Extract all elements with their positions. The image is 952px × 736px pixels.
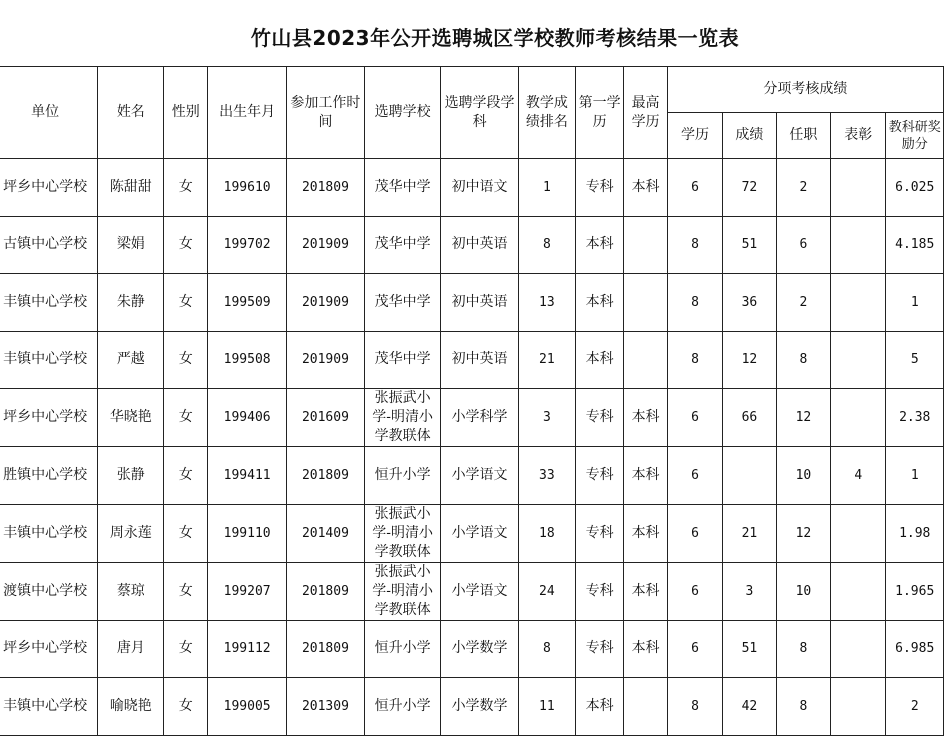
subheader-award: 表彰 [831, 113, 886, 159]
cell-score-edu: 6 [667, 562, 722, 620]
cell-school: 张振武小学-明清小学教联体 [364, 389, 441, 447]
cell-first-edu: 本科 [576, 678, 624, 736]
cell-score-research: 6.025 [886, 159, 944, 217]
cell-score-award [831, 216, 886, 274]
cell-work-start: 201809 [287, 620, 365, 678]
table-row [0, 274, 944, 332]
cell-highest-edu: 本科 [624, 562, 668, 620]
cell-score-award [831, 274, 886, 332]
cell-highest-edu: 本科 [624, 620, 668, 678]
cell-name: 唐月 [98, 620, 164, 678]
cell-highest-edu: 本科 [624, 159, 668, 217]
cell-subject: 初中英语 [441, 331, 518, 389]
cell-gender: 女 [164, 389, 208, 447]
cell-unit: 坪乡中心学校 [0, 159, 98, 217]
cell-score-research: 1 [886, 447, 944, 505]
header-school: 选聘学校 [364, 67, 441, 159]
cell-score-result: 12 [723, 331, 777, 389]
cell-score-award: 4 [831, 447, 886, 505]
cell-score-post: 8 [776, 620, 830, 678]
cell-subject: 小学语文 [441, 447, 518, 505]
cell-unit: 胜镇中心学校 [0, 447, 98, 505]
cell-work-start: 201909 [287, 331, 365, 389]
cell-unit: 坪乡中心学校 [0, 389, 98, 447]
cell-gender: 女 [164, 159, 208, 217]
cell-first-edu: 专科 [576, 389, 624, 447]
cell-subject: 小学语文 [441, 504, 518, 562]
cell-score-edu: 6 [667, 504, 722, 562]
cell-name: 喻晓艳 [98, 678, 164, 736]
cell-rank: 21 [518, 331, 575, 389]
cell-unit: 丰镇中心学校 [0, 274, 98, 332]
cell-score-post: 10 [776, 447, 830, 505]
cell-unit: 丰镇中心学校 [0, 331, 98, 389]
cell-score-research: 4.185 [886, 216, 944, 274]
cell-score-research: 6.985 [886, 620, 944, 678]
cell-subject: 小学数学 [441, 620, 518, 678]
table-row [0, 504, 944, 562]
table-row [0, 331, 944, 389]
cell-school: 恒升小学 [364, 678, 441, 736]
cell-score-research: 2 [886, 678, 944, 736]
cell-score-post: 12 [776, 389, 830, 447]
cell-rank: 1 [518, 159, 575, 217]
cell-highest-edu: 本科 [624, 447, 668, 505]
cell-school: 茂华中学 [364, 216, 441, 274]
cell-name: 严越 [98, 331, 164, 389]
cell-birth: 199610 [208, 159, 287, 217]
cell-work-start: 201809 [287, 447, 365, 505]
cell-score-award [831, 620, 886, 678]
cell-score-award [831, 504, 886, 562]
cell-name: 张静 [98, 447, 164, 505]
cell-score-edu: 6 [667, 159, 722, 217]
header-row [0, 67, 944, 113]
header-work-start: 参加工作时间 [287, 67, 365, 159]
cell-score-post: 2 [776, 159, 830, 217]
cell-unit: 丰镇中心学校 [0, 678, 98, 736]
cell-score-edu: 8 [667, 216, 722, 274]
cell-score-result: 21 [723, 504, 777, 562]
cell-score-edu: 8 [667, 274, 722, 332]
table-row [0, 447, 944, 505]
cell-score-edu: 6 [667, 620, 722, 678]
header-gender: 性别 [164, 67, 208, 159]
cell-rank: 8 [518, 216, 575, 274]
results-table [0, 66, 944, 736]
cell-birth: 199005 [208, 678, 287, 736]
cell-first-edu: 专科 [576, 562, 624, 620]
cell-score-research: 5 [886, 331, 944, 389]
cell-work-start: 201909 [287, 216, 365, 274]
cell-score-award [831, 389, 886, 447]
cell-rank: 33 [518, 447, 575, 505]
cell-subject: 小学数学 [441, 678, 518, 736]
cell-score-result: 42 [723, 678, 777, 736]
cell-first-edu: 专科 [576, 504, 624, 562]
header-highest-edu: 最高学历 [624, 67, 668, 159]
cell-first-edu: 本科 [576, 216, 624, 274]
cell-school: 张振武小学-明清小学教联体 [364, 504, 441, 562]
page-title: 竹山县2023年公开选聘城区学校教师考核结果一览表 [250, 26, 740, 50]
header-birth: 出生年月 [208, 67, 287, 159]
cell-highest-edu [624, 274, 668, 332]
cell-score-award [831, 159, 886, 217]
cell-score-post: 8 [776, 331, 830, 389]
cell-score-post: 8 [776, 678, 830, 736]
table-row [0, 389, 944, 447]
subheader-research: 教科研奖励分 [886, 113, 944, 159]
cell-name: 周永莲 [98, 504, 164, 562]
cell-rank: 13 [518, 274, 575, 332]
header-name: 姓名 [98, 67, 164, 159]
cell-unit: 古镇中心学校 [0, 216, 98, 274]
header-unit: 单位 [0, 67, 98, 159]
cell-first-edu: 本科 [576, 331, 624, 389]
cell-first-edu: 专科 [576, 620, 624, 678]
cell-gender: 女 [164, 447, 208, 505]
cell-birth: 199509 [208, 274, 287, 332]
cell-rank: 3 [518, 389, 575, 447]
cell-unit: 坪乡中心学校 [0, 620, 98, 678]
cell-school: 茂华中学 [364, 331, 441, 389]
subheader-edu: 学历 [667, 113, 722, 159]
cell-work-start: 201809 [287, 159, 365, 217]
cell-name: 蔡琼 [98, 562, 164, 620]
cell-school: 恒升小学 [364, 447, 441, 505]
cell-highest-edu [624, 216, 668, 274]
cell-score-post: 10 [776, 562, 830, 620]
cell-work-start: 201909 [287, 274, 365, 332]
cell-subject: 小学科学 [441, 389, 518, 447]
cell-score-result [723, 447, 777, 505]
cell-school: 张振武小学-明清小学教联体 [364, 562, 441, 620]
table-row [0, 620, 944, 678]
cell-birth: 199406 [208, 389, 287, 447]
cell-highest-edu [624, 678, 668, 736]
cell-score-research: 2.38 [886, 389, 944, 447]
cell-highest-edu [624, 331, 668, 389]
cell-score-edu: 6 [667, 389, 722, 447]
cell-work-start: 201309 [287, 678, 365, 736]
cell-school: 茂华中学 [364, 274, 441, 332]
cell-work-start: 201609 [287, 389, 365, 447]
cell-unit: 渡镇中心学校 [0, 562, 98, 620]
cell-score-edu: 8 [667, 678, 722, 736]
table-row [0, 678, 944, 736]
cell-rank: 24 [518, 562, 575, 620]
cell-name: 梁娟 [98, 216, 164, 274]
cell-score-research: 1.98 [886, 504, 944, 562]
cell-subject: 初中英语 [441, 216, 518, 274]
cell-first-edu: 专科 [576, 447, 624, 505]
cell-score-edu: 6 [667, 447, 722, 505]
header-stage-subject: 选聘学段学科 [441, 67, 518, 159]
cell-score-award [831, 678, 886, 736]
cell-score-award [831, 331, 886, 389]
cell-gender: 女 [164, 678, 208, 736]
cell-gender: 女 [164, 331, 208, 389]
cell-score-post: 2 [776, 274, 830, 332]
cell-unit: 丰镇中心学校 [0, 504, 98, 562]
header-score-group: 分项考核成绩 [667, 67, 943, 113]
cell-score-result: 66 [723, 389, 777, 447]
cell-rank: 11 [518, 678, 575, 736]
table-row [0, 159, 944, 217]
cell-score-result: 51 [723, 216, 777, 274]
table-row [0, 562, 944, 620]
cell-name: 陈甜甜 [98, 159, 164, 217]
cell-first-edu: 本科 [576, 274, 624, 332]
cell-school: 恒升小学 [364, 620, 441, 678]
cell-work-start: 201409 [287, 504, 365, 562]
cell-subject: 初中语文 [441, 159, 518, 217]
cell-score-result: 36 [723, 274, 777, 332]
cell-subject: 初中英语 [441, 274, 518, 332]
cell-first-edu: 专科 [576, 159, 624, 217]
cell-name: 朱静 [98, 274, 164, 332]
cell-gender: 女 [164, 216, 208, 274]
cell-score-edu: 8 [667, 331, 722, 389]
table-row [0, 216, 944, 274]
cell-rank: 8 [518, 620, 575, 678]
cell-subject: 小学语文 [441, 562, 518, 620]
subheader-post: 任职 [776, 113, 830, 159]
cell-birth: 199411 [208, 447, 287, 505]
cell-birth: 199112 [208, 620, 287, 678]
cell-gender: 女 [164, 562, 208, 620]
cell-score-result: 51 [723, 620, 777, 678]
cell-gender: 女 [164, 504, 208, 562]
cell-score-award [831, 562, 886, 620]
cell-score-result: 72 [723, 159, 777, 217]
cell-name: 华晓艳 [98, 389, 164, 447]
cell-work-start: 201809 [287, 562, 365, 620]
cell-birth: 199702 [208, 216, 287, 274]
header-rank: 教学成绩排名 [518, 67, 575, 159]
cell-score-post: 12 [776, 504, 830, 562]
cell-score-research: 1 [886, 274, 944, 332]
cell-gender: 女 [164, 620, 208, 678]
cell-birth: 199508 [208, 331, 287, 389]
cell-school: 茂华中学 [364, 159, 441, 217]
header-first-edu: 第一学历 [576, 67, 624, 159]
cell-gender: 女 [164, 274, 208, 332]
cell-highest-edu: 本科 [624, 389, 668, 447]
cell-score-research: 1.965 [886, 562, 944, 620]
cell-score-post: 6 [776, 216, 830, 274]
subheader-score: 成绩 [723, 113, 777, 159]
cell-rank: 18 [518, 504, 575, 562]
cell-birth: 199207 [208, 562, 287, 620]
cell-highest-edu: 本科 [624, 504, 668, 562]
cell-score-result: 3 [723, 562, 777, 620]
cell-birth: 199110 [208, 504, 287, 562]
